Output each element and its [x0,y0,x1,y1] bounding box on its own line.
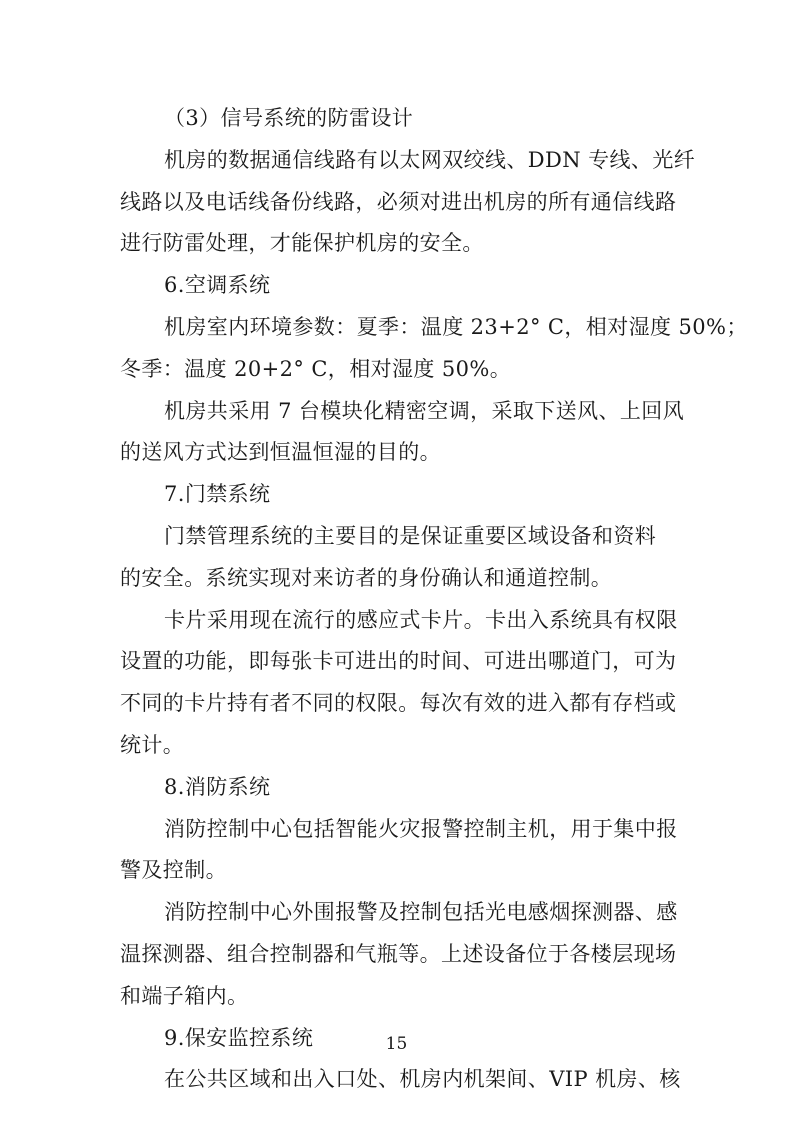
paragraph-line: 线路以及电话线备份线路，必须对进出机房的所有通信线路 [120,189,677,214]
paragraph-line: 警及控制。 [120,858,227,883]
section-heading-security-monitoring: 9.保安监控系统 [164,1025,314,1050]
paragraph-line: 冬季：温度 20+2° C，相对湿度 50%。 [120,356,512,381]
paragraph-line: 机房共采用 7 台模块化精密空调，采取下送风、上回风 [164,398,685,423]
paragraph-line: 机房室内环境参数：夏季：温度 23+2° C，相对湿度 50%； [164,314,748,339]
paragraph-line: 不同的卡片持有者不同的权限。每次有效的进入都有存档或 [120,691,677,716]
paragraph-line: 在公共区域和出入口处、机房内机架间、VIP 机房、核 [164,1067,681,1092]
paragraph-line: 消防控制中心外围报警及控制包括光电感烟探测器、感 [164,900,678,925]
subheading-lightning-signal: （3）信号系统的防雷设计 [164,106,414,130]
paragraph-line: 的安全。系统实现对来访者的身份确认和通道控制。 [120,565,613,590]
paragraph-line: 消防控制中心包括智能火灾报警控制主机，用于集中报 [164,816,678,841]
paragraph-line: 设置的功能，即每张卡可进出的时间、可进出哪道门，可为 [120,649,677,674]
section-heading-air-conditioning: 6.空调系统 [164,273,271,298]
section-heading-access-control: 7.门禁系统 [164,482,271,507]
paragraph-line: 门禁管理系统的主要目的是保证重要区域设备和资料 [164,523,657,548]
section-heading-fire-protection: 8.消防系统 [164,774,271,799]
paragraph-line: 温探测器、组合控制器和气瓶等。上述设备位于各楼层现场 [120,941,677,966]
paragraph-line: 的送风方式达到恒温恒湿的目的。 [120,440,441,465]
body-text [120,98,748,1101]
paragraph-line: 进行防雷处理，才能保护机房的安全。 [120,231,484,256]
paragraph-line: 机房的数据通信线路有以太网双绞线、DDN 专线、光纤 [164,147,696,172]
paragraph-line: 统计。 [120,732,185,757]
paragraph-line: 和端子箱内。 [120,983,249,1008]
paragraph-line: 卡片采用现在流行的感应式卡片。卡出入系统具有权限 [164,607,678,632]
page-number: 15 [385,1034,408,1054]
